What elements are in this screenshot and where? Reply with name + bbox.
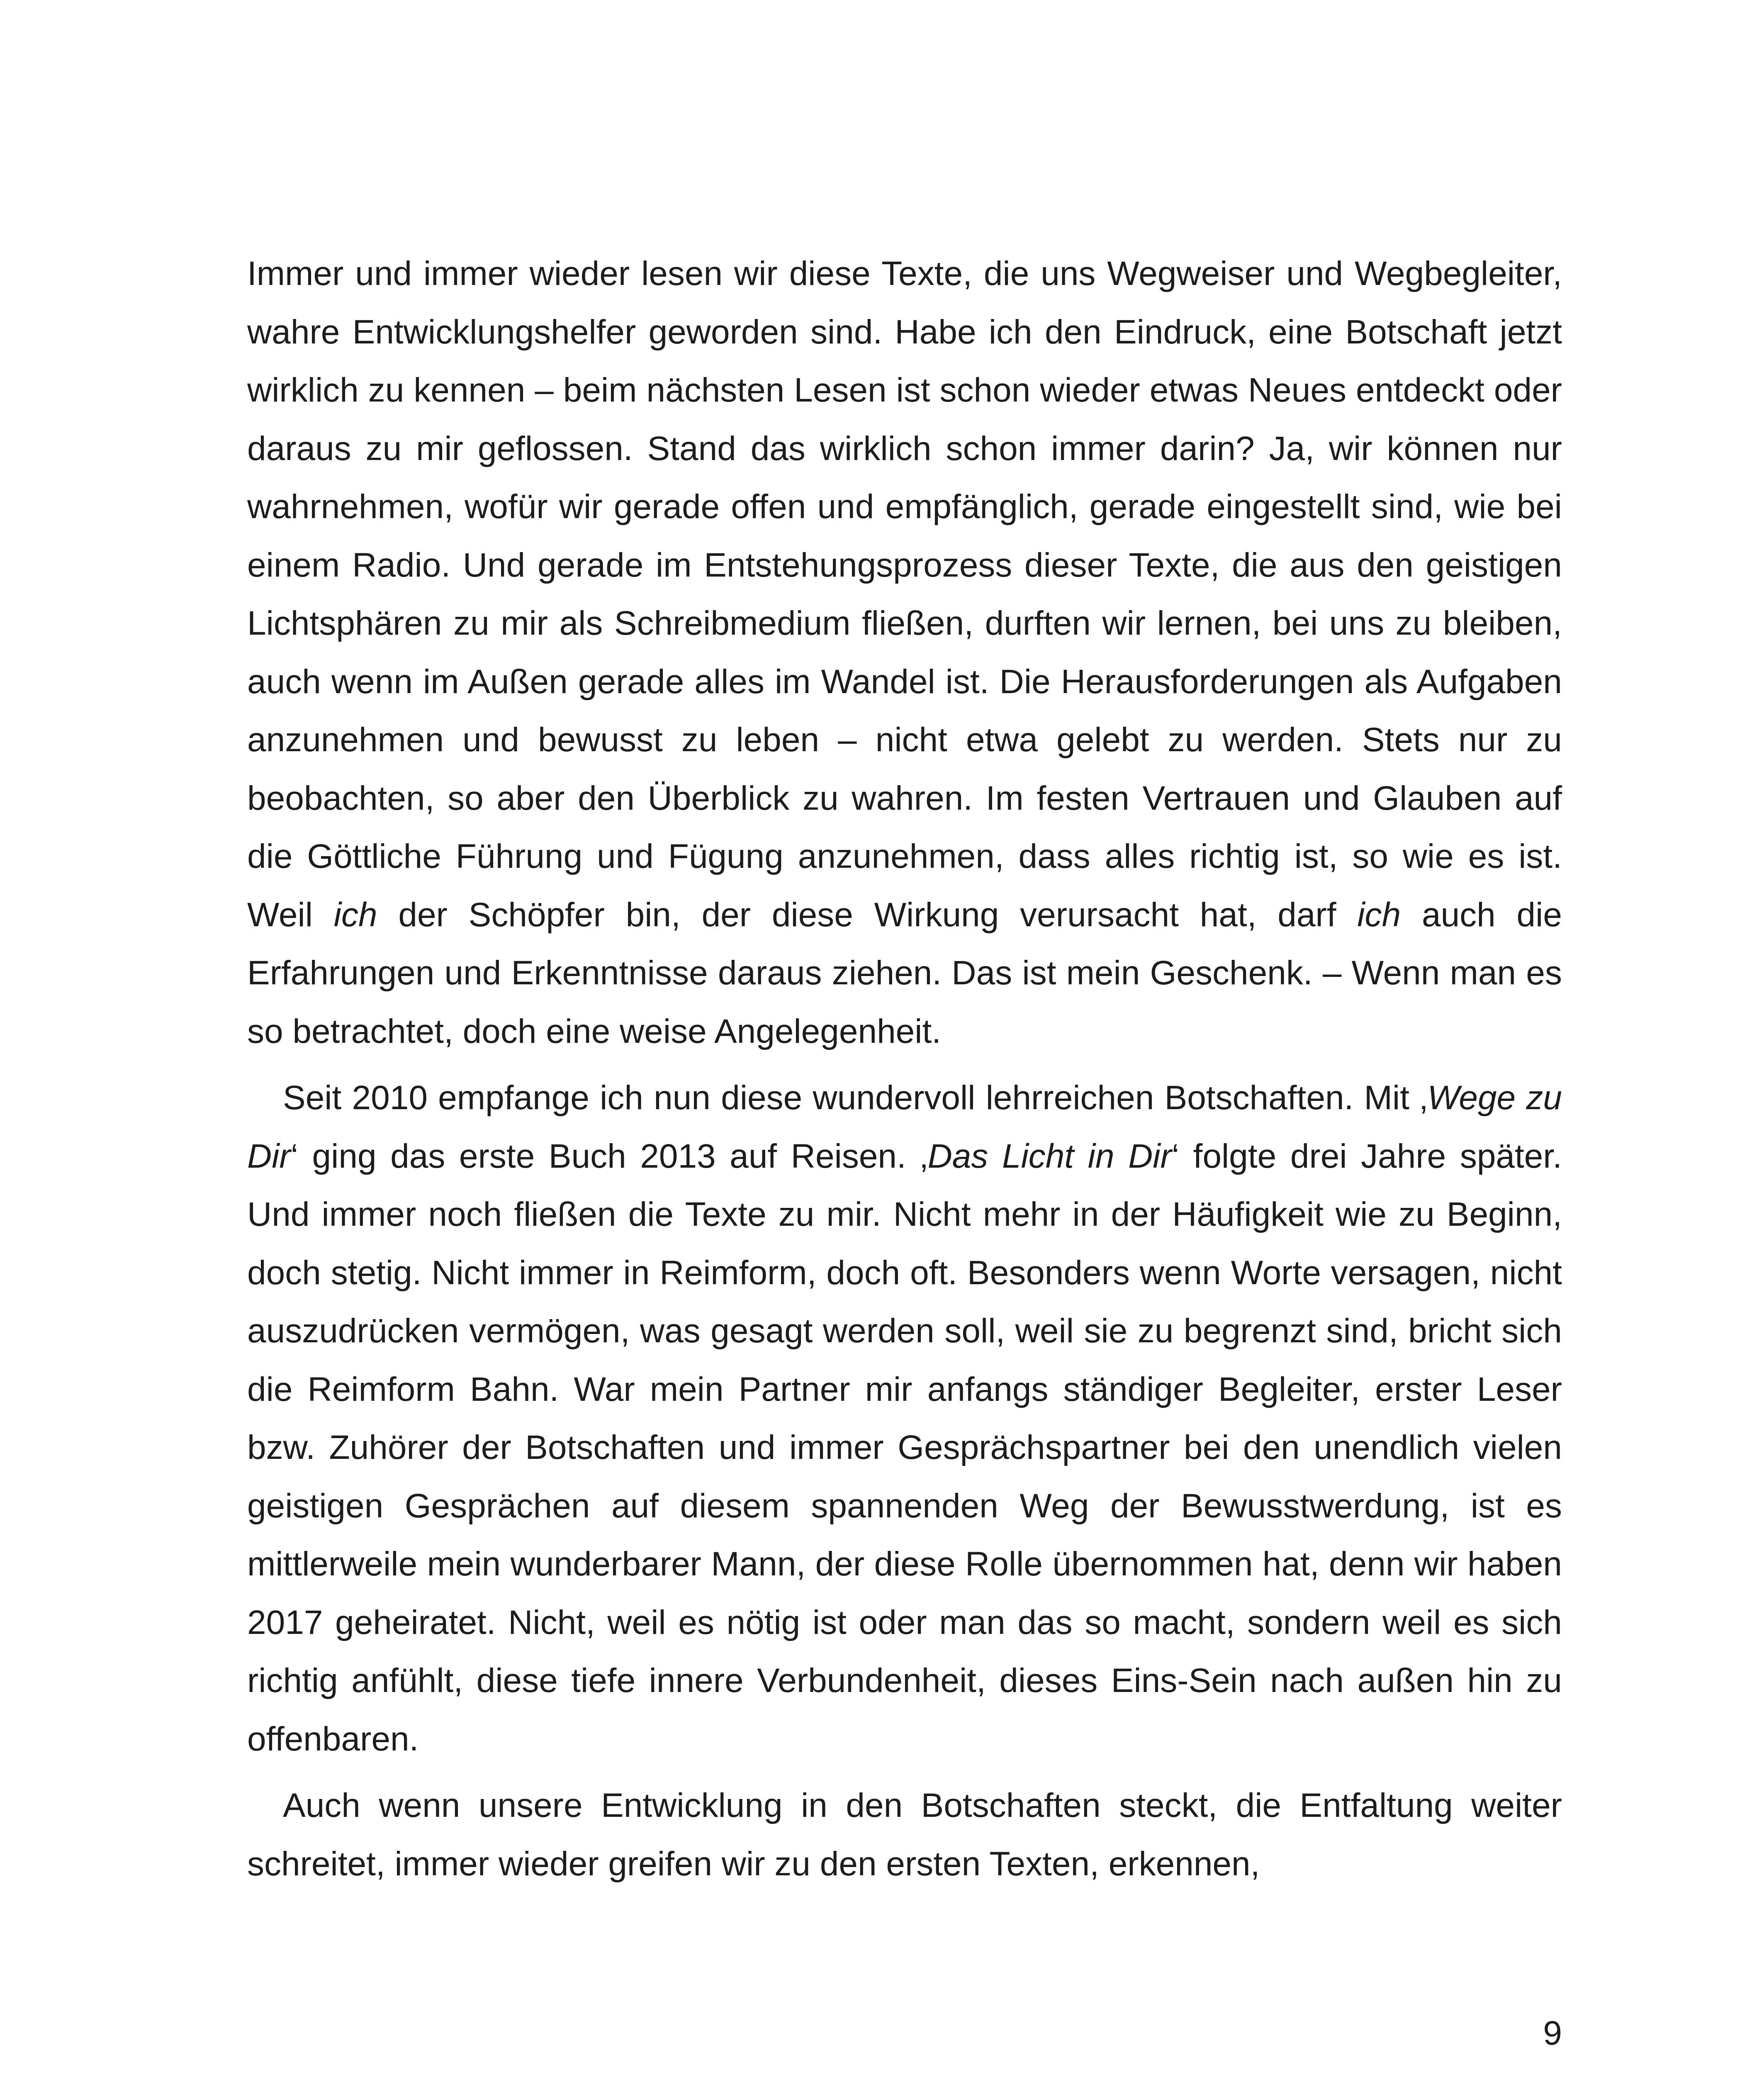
italic-text: ich <box>333 896 377 934</box>
text-run: Immer und immer wieder lesen wir diese Texte, die uns Wegweiser und Wegbegleiter, wahre Entwicklungshelfer geworden sind. Habe ich den Eindruck, eine Botschaft jetzt wirklich zu kennen – beim nächsten Lesen ist schon wieder etwas Neues entdeckt oder daraus zu mir geflossen. Stand das wirklich schon immer darin? Ja, wir können nur wahrnehmen, wofür wir gerade offen und empfänglich, gerade eingestellt sind, wie bei einem Radio. Und gerade im Entstehungsprozess dieser Texte, die aus den geistigen Lichtsphären zu mir als Schreibmedium fließen, durften wir lernen, bei uns zu bleiben, auch wenn im Außen gerade alles im Wandel ist. Die Herausforderungen als Aufgaben anzunehmen und bewusst zu leben – nicht etwa gelebt zu werden. Stets nur zu beobachten, so aber den Überblick zu wahren. Im festen Vertrauen und Glauben auf die Göttliche Führung und Fügung anzunehmen, dass alles richtig ist, so wie es ist. Weil <box>247 255 1562 934</box>
italic-text: ich <box>1357 896 1401 934</box>
page-number: 9 <box>1543 2014 1562 2052</box>
text-run: Seit 2010 empfange ich nun diese wundervoll lehrreichen Botschaften. Mit ‚ <box>283 1079 1428 1117</box>
text-run: ‘ ging das erste Buch 2013 auf Reisen. ‚ <box>290 1137 928 1175</box>
text-run: Auch wenn unsere Entwicklung in den Botschaften steckt, die Entfaltung weiter schreitet, immer wieder greifen wir zu den ersten Texten, erkennen, <box>247 1787 1562 1883</box>
paragraph-1 <box>247 245 1562 1061</box>
text-run: ‘ folgte drei Jahre später. Und immer noch fließen die Texte zu mir. Nicht mehr in der Häufigkeit wie zu Beginn, doch stetig. Nicht immer in Reimform, doch oft. Besonders wenn Worte versagen, nicht auszudrücken vermögen, was gesagt werden soll, weil sie zu begrenzt sind, bricht sich die Reimform Bahn. War mein Partner mir anfangs ständiger Begleiter, erster Leser bzw. Zuhörer der Botschaften und immer Gesprächspartner bei den unendlich vielen geistigen Gesprächen auf diesem spannenden Weg der Bewusstwerdung, ist es mittlerweile mein wunderbarer Mann, der diese Rolle übernommen hat, denn wir haben 2017 geheiratet. Nicht, weil es nötig ist oder man das so macht, sondern weil es sich richtig anfühlt, diese tiefe innere Verbundenheit, dieses Eins-Sein nach außen hin zu offenbaren. <box>247 1137 1562 1758</box>
paragraph-2 <box>247 1069 1562 1768</box>
paragraph-3 <box>247 1777 1562 1893</box>
italic-text: Das Licht in Dir <box>927 1137 1172 1175</box>
text-run: auch die Erfahrungen und Erkenntnisse daraus ziehen. Das ist mein Geschenk. – Wenn man es so betrachtet, doch eine weise Angelegenheit. <box>247 896 1562 1050</box>
text-run: der Schöpfer bin, der diese Wirkung verursacht hat, darf <box>377 896 1358 934</box>
body-text <box>247 245 1562 1901</box>
italic-text: Wege zu Dir <box>247 1079 1562 1175</box>
